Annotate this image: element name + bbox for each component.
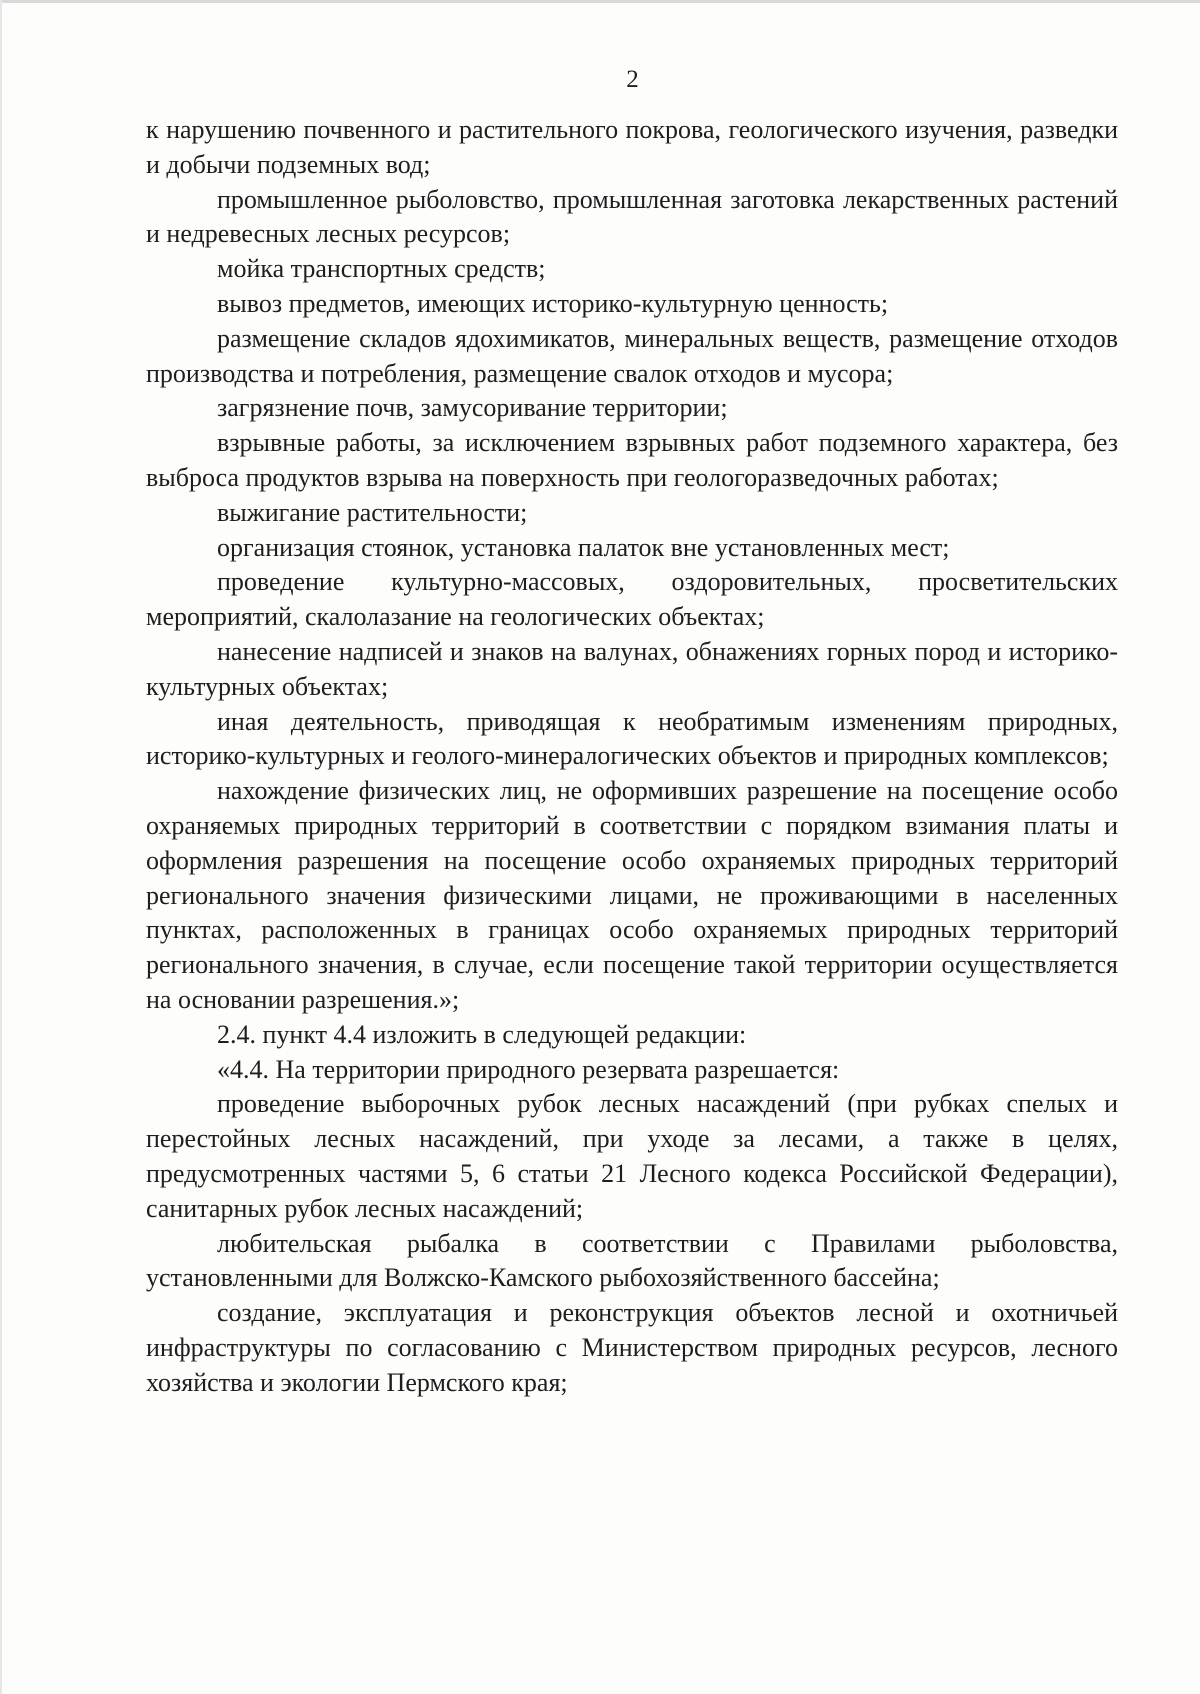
paragraph: к нарушению почвенного и растительного покрова, геологического изучения, разведки и добычи подземных вод; [146,115,1118,179]
paragraph: размещение складов ядохимикатов, минеральных веществ, размещение отходов производства и потребления, размещение свалок отходов и мусора; [146,323,1118,388]
paragraph: организация стоянок, установка палаток вне установленных мест; [217,532,950,562]
paragraph: промышленное рыболовство, промышленная заготовка лекарственных растений и недревесных лесных ресурсов; [146,184,1118,249]
paragraph: вывоз предметов, имеющих историко-культурную ценность; [217,288,889,318]
paragraph: загрязнение почв, замусоривание территории; [217,393,728,423]
paragraph: проведение культурно-массовых, оздоровительных, просветительских мероприятий, скалолазание на геологических объектах; [146,567,1118,632]
scan-edge-left [0,0,2,1694]
document-body [146,113,1118,1400]
paragraph: любительская рыбалка в соответствии с Правилами рыболовства, установленными для Волжско-Камского рыбохозяйственного бассейна; [146,1228,1118,1293]
paragraph: 2.4. пункт 4.4 изложить в следующей редакции: [217,1019,747,1049]
page-number: 2 [626,66,639,93]
paragraph: иная деятельность, приводящая к необратимым изменениям природных, историко-культурных и геолого-минералогических объектов и природных комплексов; [146,706,1118,771]
paragraph: проведение выборочных рубок лесных насаждений (при рубках спелых и перестойных лесных насаждений, при уходе за лесами, а также в целях, предусмотренных частями 5, 6 статьи 21 Лесного кодекса Российской Федерации), санитарных рубок лесных насаждений; [146,1089,1118,1223]
paragraph: взрывные работы, за исключением взрывных работ подземного характера, без выброса продуктов взрыва на поверхность при геологоразведочных работах; [146,428,1118,492]
paragraph: мойка транспортных средств; [217,254,546,284]
paragraph: выжигание растительности; [217,497,528,527]
paragraph: создание, эксплуатация и реконструкция объектов лесной и охотничьей инфраструктуры по согласованию с Министерством природных ресурсов, лесного хозяйства и экологии Пермского края; [146,1298,1118,1397]
paragraph: нахождение физических лиц, не оформивших разрешение на посещение особо охраняемых природных территорий в соответствии с порядком взимания платы и оформления разрешения на посещение особо охраняемых природных территорий регионального значения физическими лицами, не проживающими в населенных пунктах, расположенных в границах особо охраняемых природных территорий регионального значения, в случае, если посещение такой территории осуществляется на основании разрешения.»; [146,776,1118,1014]
paragraph: нанесение надписей и знаков на валунах, обнажениях горных пород и историко-культурных объектах; [146,636,1118,701]
paragraph: «4.4. На территории природного резервата разрешается: [217,1054,840,1084]
scan-edge-top [0,0,1200,3]
